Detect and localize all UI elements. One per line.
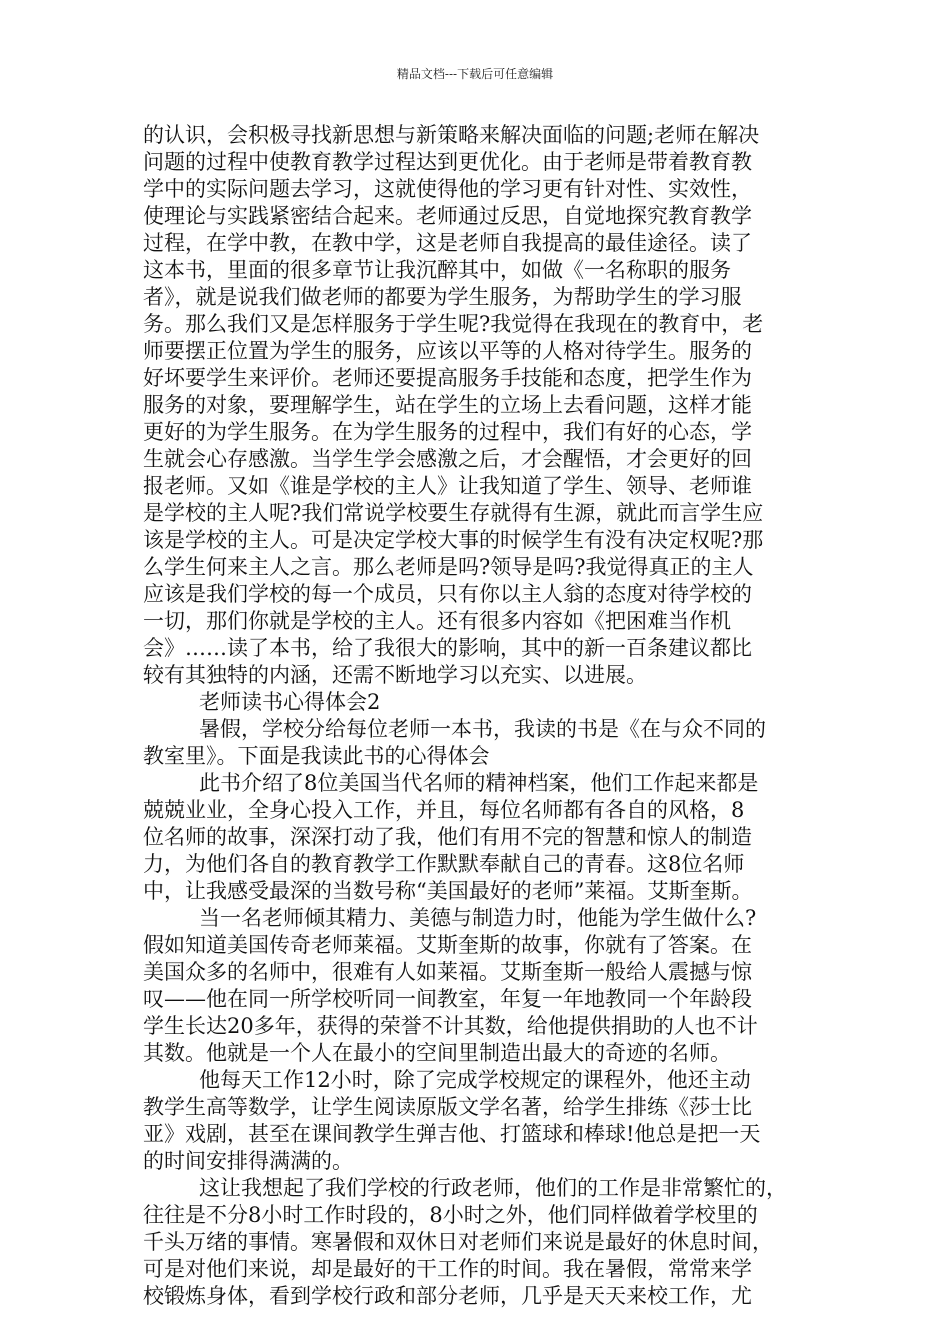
- text-line: 往往是不分8小时工作时段的，8小时之外，他们同样做着学校里的: [143, 1203, 758, 1227]
- page-header: 精品文档---下载后可任意编辑: [396, 67, 554, 81]
- document-body: [143, 122, 811, 1310]
- text-line: 假如知道美国传奇老师莱福。艾斯奎斯的故事，你就有了答案。在: [143, 933, 752, 957]
- text-line: 千头万绪的事情。寒暑假和双休日对老师们来说是最好的休息时间，: [143, 1230, 773, 1254]
- text-line: 学生长达20多年，获得的荣誉不计其数，给他提供捐助的人也不计: [143, 1014, 758, 1038]
- text-line: 会》……读了本书，给了我很大的影响，其中的新一百条建议都比: [143, 636, 752, 660]
- text-line: 学中的实际问题去学习，这就使得他的学习更有针对性、实效性，: [143, 177, 752, 201]
- paragraph: [143, 1067, 811, 1175]
- text-line: 位名师的故事，深深打动了我，他们有用不完的智慧和惊人的制造: [143, 825, 752, 849]
- text-line: 当一名老师倾其精力、美德与制造力时，他能为学生做什么?: [199, 906, 757, 930]
- text-line: 教室里》。下面是我读此书的心得体会: [143, 744, 490, 768]
- text-line: 叹——他在同一所学校听同一间教室，年复一年地教同一个年龄段: [143, 987, 752, 1011]
- paragraph: [143, 770, 811, 905]
- text-line: 好坏要学生来评价。老师还要提高服务手技能和态度，把学生作为: [143, 366, 752, 390]
- text-line: 教学生高等数学，让学生阅读原版文学名著，给学生排练《莎士比: [143, 1095, 752, 1119]
- text-line: 过程，在学中教，在教中学，这是老师自我提高的最佳途径。读了: [143, 231, 752, 255]
- paragraph: [143, 122, 811, 689]
- text-line: 的时间安排得满满的。: [143, 1149, 353, 1173]
- text-line: 的认识，会积极寻找新思想与新策略来解决面临的问题;老师在解决: [143, 123, 760, 147]
- text-line: 中，让我感受最深的当数号称“美国最好的老师”莱福。艾斯奎斯。: [143, 879, 753, 903]
- text-line: 问题的过程中使教育教学过程达到更优化。由于老师是带着教育教: [143, 150, 752, 174]
- text-line: 可是对他们来说，却是最好的干工作的时间。我在暑假，常常来学: [143, 1257, 752, 1281]
- text-line: 更好的为学生服务。在为学生服务的过程中，我们有好的心态，学: [143, 420, 752, 444]
- text-line: 老师读书心得体会2: [199, 690, 381, 714]
- paragraph: [143, 716, 811, 770]
- text-line: 应该是我们学校的每一个成员，只有你以主人翁的态度对待学校的: [143, 582, 752, 606]
- text-line: 服务的对象，要理解学生，站在学生的立场上去看问题，这样才能: [143, 393, 752, 417]
- text-line: 兢兢业业，全身心投入工作，并且，每位名师都有各自的风格，8: [143, 798, 745, 822]
- text-line: 务。那么我们又是怎样服务于学生呢?我觉得在我现在的教育中，老: [143, 312, 764, 336]
- text-line: 美国众多的名师中，很难有人如莱福。艾斯奎斯一般给人震撼与惊: [143, 960, 752, 984]
- text-line: 暑假，学校分给每位老师一本书，我读的书是《在与众不同的: [199, 717, 766, 741]
- text-line: 亚》戏剧，甚至在课间教学生弹吉他、打篮球和棒球!他总是把一天: [143, 1122, 761, 1146]
- text-line: 者》，就是说我们做老师的都要为学生服务，为帮助学生的学习服: [143, 285, 742, 309]
- text-line: 他每天工作12小时，除了完成学校规定的课程外，他还主动: [199, 1068, 751, 1092]
- text-line: 此书介绍了8位美国当代名师的精神档案，他们工作起来都是: [199, 771, 759, 795]
- paragraph: [143, 1175, 811, 1310]
- text-line: 其数。他就是一个人在最小的空间里制造出最大的奇迹的名师。: [143, 1041, 731, 1065]
- text-line: 是学校的主人呢?我们常说学校要生存就得有生源，就此而言学生应: [143, 501, 764, 525]
- text-line: 校锻炼身体，看到学校行政和部分老师，几乎是天天来校工作，尤: [143, 1284, 752, 1308]
- text-line: 生就会心存感激。当学生学会感激之后，才会醒悟，才会更好的回: [143, 447, 752, 471]
- text-line: 力，为他们各自的教育教学工作默默奉献自己的青春。这8位名师: [143, 852, 745, 876]
- text-line: 报老师。又如《谁是学校的主人》让我知道了学生、领导、老师谁: [143, 474, 752, 498]
- text-line: 师要摆正位置为学生的服务，应该以平等的人格对待学生。服务的: [143, 339, 752, 363]
- text-line: 这让我想起了我们学校的行政老师，他们的工作是非常繁忙的，: [199, 1176, 787, 1200]
- text-line: 么学生何来主人之言。那么老师是吗?领导是吗?我觉得真正的主人: [143, 555, 754, 579]
- section-heading: [143, 689, 811, 716]
- paragraph: [143, 905, 811, 1067]
- text-line: 这本书，里面的很多章节让我沉醉其中，如做《一名称职的服务: [143, 258, 731, 282]
- text-line: 一切，那们你就是学校的主人。还有很多内容如《把困难当作机: [143, 609, 731, 633]
- text-line: 该是学校的主人。可是决定学校大事的时候学生有没有决定权呢?那: [143, 528, 764, 552]
- text-line: 使理论与实践紧密结合起来。老师通过反思，自觉地探究教育教学: [143, 204, 752, 228]
- text-line: 较有其独特的内涵，还需不断地学习以充实、以进展。: [143, 663, 647, 687]
